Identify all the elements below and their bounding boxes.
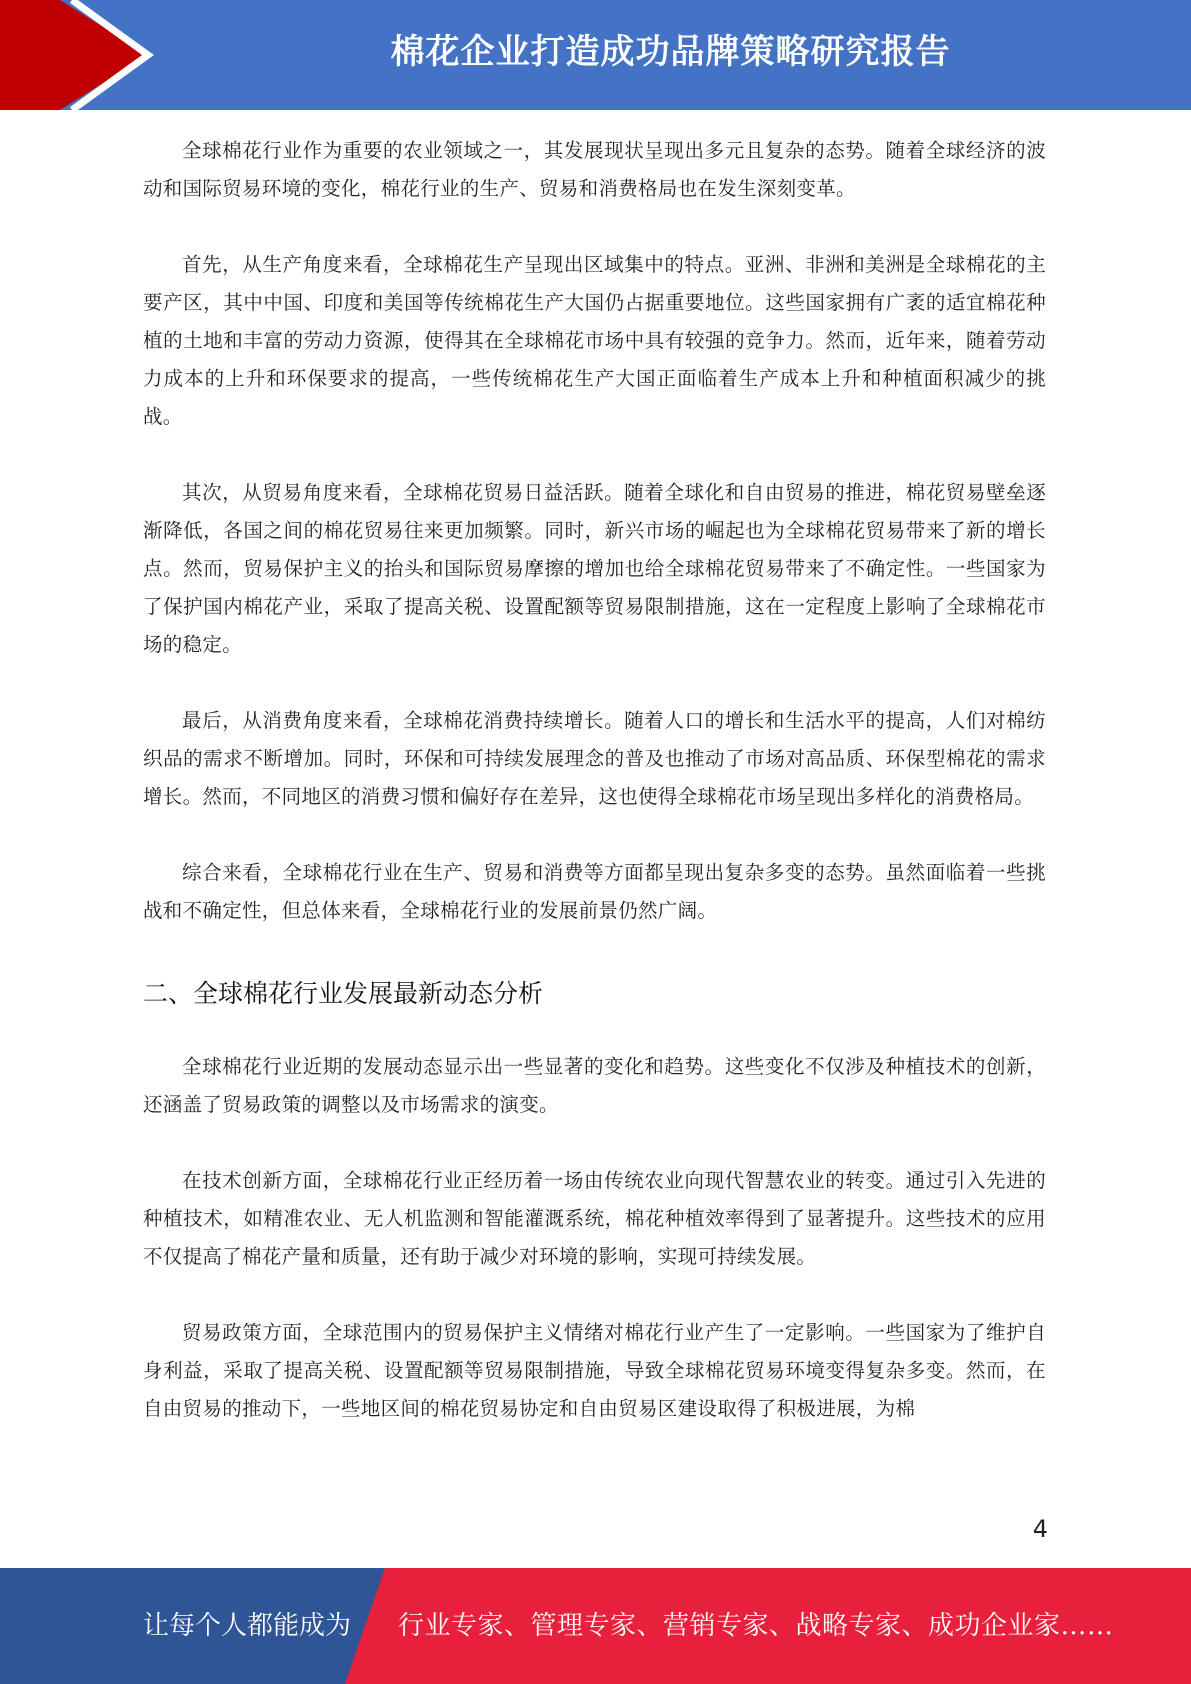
body-paragraph: 贸易政策方面，全球范围内的贸易保护主义情绪对棉花行业产生了一定影响。一些国家为了维护自身利益，采取了提高关税、设置配额等贸易限制措施，导致全球棉花贸易环境变得复杂多变。然而，在自由贸易的推动下，一些地区间的棉花贸易协定和自由贸易区建设取得了积极进展，为棉	[143, 1321, 1046, 1420]
page-content	[143, 132, 1046, 1428]
report-title: 棉花企业打造成功品牌策略研究报告	[390, 32, 951, 72]
body-paragraph: 首先，从生产角度来看，全球棉花生产呈现出区域集中的特点。亚洲、非洲和美洲是全球棉花的主要产区，其中中国、印度和美国等传统棉花生产大国仍占据重要地位。这些国家拥有广袤的适宜棉花种植的土地和丰富的劳动力资源，使得其在全球棉花市场中具有较强的竞争力。然而，近年来，随着劳动力成本的上升和环保要求的提高，一些传统棉花生产大国正面临着生产成本上升和种植面积减少的挑战。	[143, 253, 1046, 428]
page-header	[0, 0, 1191, 110]
footer-slogan-left: 让每个人都能成为	[143, 1611, 352, 1641]
section-heading: 二、全球棉花行业发展最新动态分析	[143, 979, 544, 1008]
footer-slogan-right: 行业专家、管理专家、营销专家、战略专家、成功企业家……	[398, 1611, 1114, 1641]
body-paragraph: 其次，从贸易角度来看，全球棉花贸易日益活跃。随着全球化和自由贸易的推进，棉花贸易壁垒逐渐降低，各国之间的棉花贸易往来更加频繁。同时，新兴市场的崛起也为全球棉花贸易带来了新的增长点。然而，贸易保护主义的抬头和国际贸易摩擦的增加也给全球棉花贸易带来了不确定性。一些国家为了保护国内棉花产业，采取了提高关税、设置配额等贸易限制措施，这在一定程度上影响了全球棉花市场的稳定。	[143, 481, 1046, 656]
page-number: 4	[1032, 1515, 1048, 1543]
body-paragraph: 综合来看，全球棉花行业在生产、贸易和消费等方面都呈现出复杂多变的态势。虽然面临着一些挑战和不确定性，但总体来看，全球棉花行业的发展前景仍然广阔。	[143, 861, 1046, 922]
page-footer	[0, 1568, 1191, 1684]
body-paragraph: 全球棉花行业作为重要的农业领域之一，其发展现状呈现出多元且复杂的态势。随着全球经济的波动和国际贸易环境的变化，棉花行业的生产、贸易和消费格局也在发生深刻变革。	[143, 139, 1046, 200]
body-paragraph: 最后，从消费角度来看，全球棉花消费持续增长。随着人口的增长和生活水平的提高，人们对棉纺织品的需求不断增加。同时，环保和可持续发展理念的普及也推动了市场对高品质、环保型棉花的需求增长。然而，不同地区的消费习惯和偏好存在差异，这也使得全球棉花市场呈现出多样化的消费格局。	[143, 709, 1046, 808]
body-paragraph: 在技术创新方面，全球棉花行业正经历着一场由传统农业向现代智慧农业的转变。通过引入先进的种植技术，如精准农业、无人机监测和智能灌溉系统，棉花种植效率得到了显著提升。这些技术的应用不仅提高了棉花产量和质量，还有助于减少对环境的影响，实现可持续发展。	[143, 1169, 1046, 1268]
body-paragraph: 全球棉花行业近期的发展动态显示出一些显著的变化和趋势。这些变化不仅涉及种植技术的创新，还涵盖了贸易政策的调整以及市场需求的演变。	[143, 1055, 1046, 1116]
